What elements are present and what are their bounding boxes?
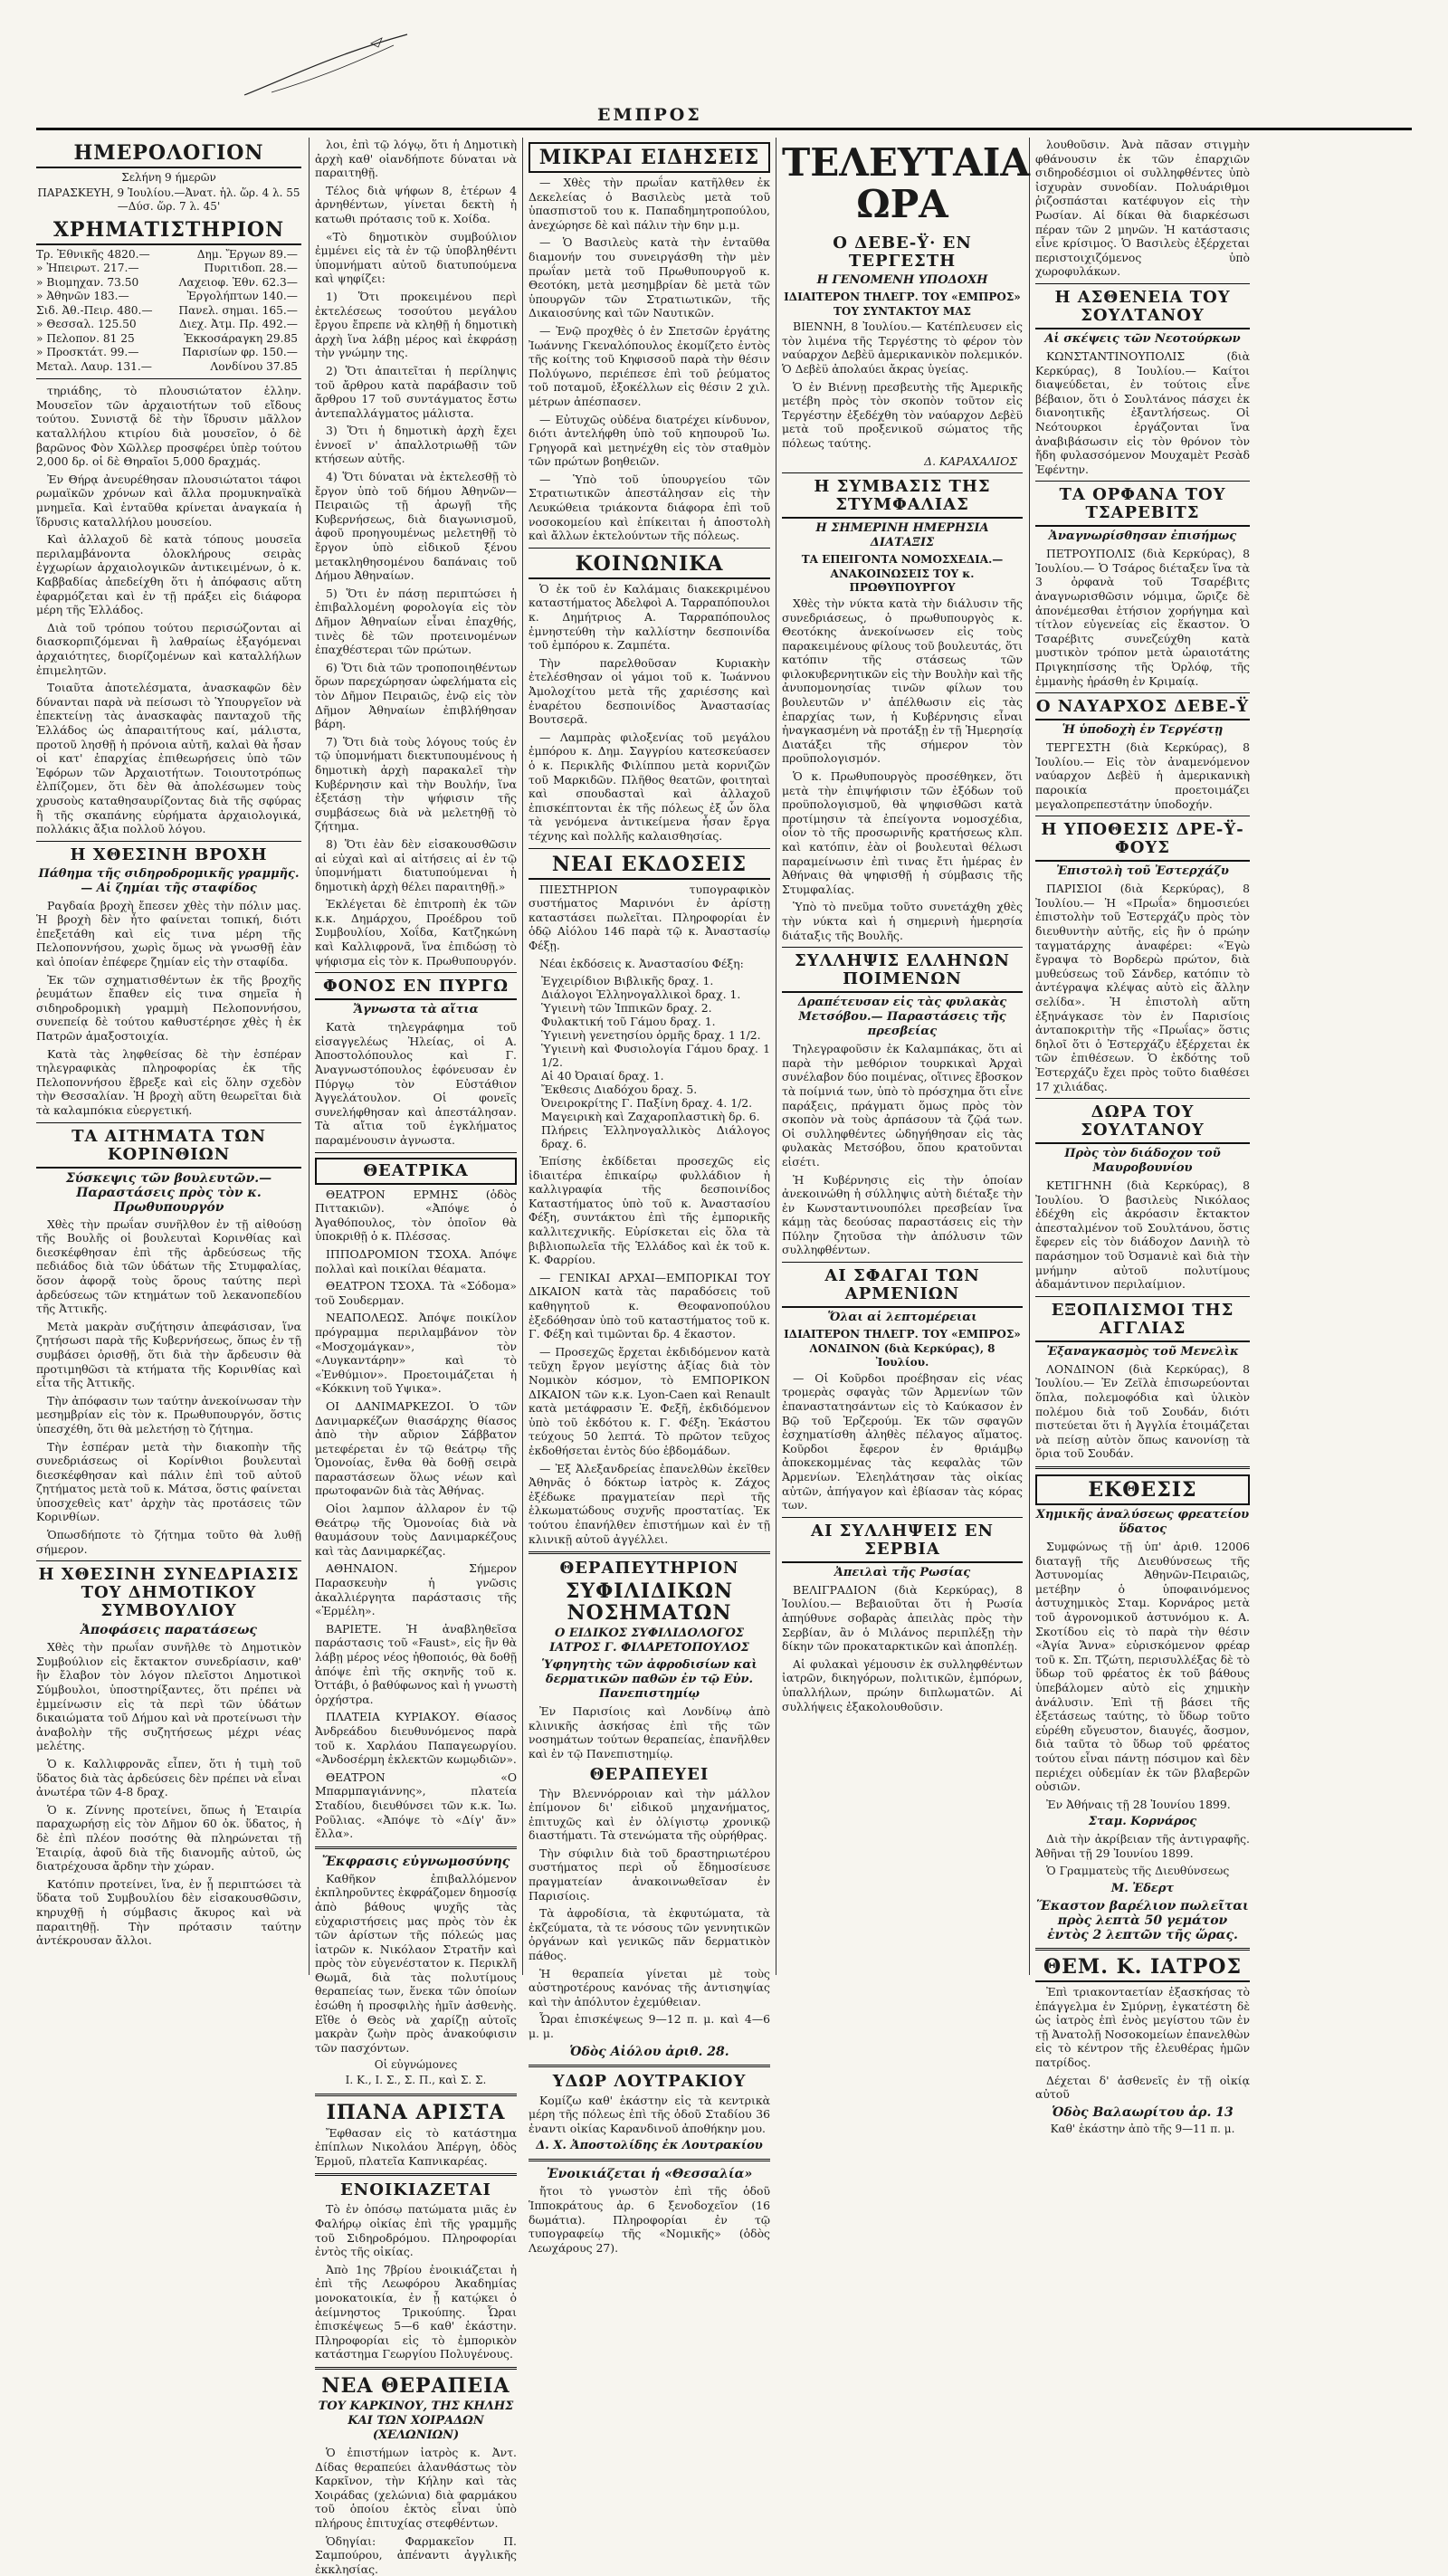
- article-paragraph: ΘΕΑΤΡΟΝ ΤΣΟΧΑ. Τὰ «Σόδομα» τοῦ Σουδερμαν.: [315, 1279, 517, 1307]
- list-item: Ὑγιεινὴ καὶ Φυσιολογία Γάμου δραχ. 1 1/2.: [541, 1042, 770, 1069]
- divider: [1035, 1098, 1250, 1099]
- article-paragraph: Ὁ κ. Ζίννης προτείνει, ὅπως ἡ Ἑταιρία παραχωρήσῃ εἰς τὸν Δῆμον 60 ὀκ. ὕδατος, ἡ δὲ ἐπὶ πλέον ποσότης θὰ πληρώνεται τῇ Ἑταιρίᾳ, ἀφοῦ διὰ τῆς διανομῆς αὐτοῦ, ὡς διατρέχουσα ἄρδην τὴν χώραν.: [36, 1803, 301, 1874]
- divider: [1035, 481, 1250, 482]
- article-paragraph: Χθὲς τὴν νύκτα κατὰ τὴν διάλυσιν τῆς συνεδριάσεως, ὁ πρωθυπουργὸς κ. Θεοτόκης ἀνεκοίνωσεν εἰς τοὺς παρακειμένους φίλους τοῦ βουλευτάς, ὅτι κατόπιν τῆς στάσεως τῶν φιλοκυβερνητικῶν εἰς τὴν Βουλὴν καὶ τῆς ἀνυπομονησίας τινῶν φίλων του βουλευτῶν ν' ἀπέλθωσιν εἰς τὰς ἐπαρχίας των, ἡ Κυβέρνησις εἶναι ἠναγκασμένη νὰ προτάξῃ ἐν τῇ Ἡμερησίᾳ Διατάξει τῆς σήμερον τὸν προϋπολογισμόν.: [782, 596, 1023, 766]
- rent2-heading: Ἐνοικιάζεται ἡ «Θεσσαλία»: [529, 2167, 770, 2181]
- serbia-subheading: Ἀπειλαὶ τῆς Ρωσίας: [782, 1566, 1023, 1580]
- thanks-signature: Ι. Κ., Ι. Σ., Σ. Π., καὶ Σ. Σ.: [315, 2074, 517, 2088]
- article-paragraph: Ἐν Παρισίοις καὶ Λονδίνῳ ἀπὸ κλινικῆς ἀσκήσας ἐπὶ τῆς τῶν νοσημάτων τούτων θεραπείας, ἐπανῆλθεν καὶ ἐν τῷ Πανεπιστημίῳ.: [529, 1704, 770, 1760]
- article-paragraph: ΒΕΛΙΓΡΑΔΙΟΝ (διὰ Κερκύρας), 8 Ἰουλίου.— Βεβαιοῦται ὅτι ἡ Ρωσία ἀπηύθυνε σοβαρὰς ἀπειλὰς πρὸς τὴν Σερβίαν, ἂν ὁ Μιλάνος περιπλέξῃ τὴν δίκην τῶν προκαταρκτικῶν καὶ ἀποπλέῃ.: [782, 1583, 1023, 1654]
- article-paragraph: Τὰ ἀφροδίσια, τὰ ἐκφυτώματα, τὰ ἐκζεύματα, τὰ τε νόσους τῶν γεννητικῶν ὀργάνων καὶ γενικῶς πᾶν δερματικὸν πάθος.: [529, 1906, 770, 1962]
- article-paragraph: Τηλεγραφοῦσιν ἐκ Καλαμπάκας, ὅτι αἱ παρὰ τὴν μεθόριον τουρκικαὶ Ἀρχαὶ συνέλαβον δύο ποιμένας, οἵτινες ἔβοσκον τὰ ποίμνιά των, ὑπὸ τὸ πρόσχημα ὅτι εἶνε παράξεις, πράγματι ὅμως πρὸς τὸν σκοπὸν νὰ τοὺς ἀρπάσουν τὰ ζῷά των. Οἱ συλληφθέντες ὡδηγήθησαν εἰς τὰς φυλακὰς Μετσόβου, ὅπου κρατοῦνται εἰσέτι.: [782, 1042, 1023, 1169]
- dewey-source: ΙΔΙΑΙΤΕΡΟΝ ΤΗΛΕΓΡ. ΤΟΥ «ΕΜΠΡΟΣ» ΤΟΥ ΣΥΝΤΑΚΤΟΥ ΜΑΣ: [782, 291, 1023, 319]
- article-paragraph: — Προσεχῶς ἔρχεται ἐκδιδόμενον κατὰ τεῦχη ἔργον μεγίστης ἀξίας διὰ τὸν Νομικὸν κόσμον, τὸ ΕΜΠΟΡΙΚΟΝ ΔΙΚΑΙΟΝ τῶν κ.κ. Lyon-Caen καὶ Renault κατὰ μετάφρασιν Ἐ. Φεξῆ, ἐκδιδόμενον ὑπὸ τοῦ ἐκδότου κ. Γ. Φέξη. Ἐκάστου τεύχους 50 λεπτά. Τὸ πρῶτον τεῦχος ἐκδοθήσεται ἐντὸς δύο ἑβδομάδων.: [529, 1345, 770, 1458]
- article-paragraph: Συμφώνως τῇ ὑπ' ἀριθ. 12006 διαταγῇ τῆς Διευθύνσεως τῆς Ἀστυνομίας Ἀθηνῶν-Πειραιῶς, μετέβην ὁ ὑποφαινόμενος ἀστυχημικὸς Σταμ. Κορνάρος μετὰ τοῦ ἀγρονομικοῦ ἀστυνόμου κ. Α. Σκοτίδου εἰς τὸ παρὰ τὴν θέσιν «Ἁγία Ἄννα» εὑρισκόμενον φρέαρ τοῦ κ. Σπ. Τζώτη, περισυλλέξας δὲ τὸ ὕδωρ τοῦ φρέατος ἐκ τοῦ βάθους ὑπεβάλομεν αὐτὸ εἰς χημικὴν ἀνάλυσιν. Ἐπὶ τῇ βάσει τῆς ἐξετάσεως ταύτης, τὸ ὕδωρ τοῦτο εὑρέθη εὔγευστον, διαυγές, ἄοσμον, διὰ ταῦτα τὸ ὕδωρ τοῦ φρέατος τούτου εἶναι πάντῃ πόσιμον καὶ δὲν περιέχει οὐδεμίαν ἐκ τῶν βλαβερῶν οὐσιῶν.: [1035, 1540, 1250, 1794]
- table-row: [36, 276, 301, 291]
- article-paragraph: Ἐκλέγεται δὲ ἐπιτροπὴ ἐκ τῶν κ.κ. Δημάρχου, Προέδρου τοῦ Συμβουλίου, Χοΐδα, Κατζηκώνη καὶ Καλλιφρονᾶ, ἵνα ἐπιδώσῃ τὸ ψήφισμα εἰς τὸν κ. Πρωθυπουργόν.: [315, 897, 517, 968]
- column-2: [315, 138, 517, 1984]
- exchange-cell: Πανελ. σημαι. 165.—: [166, 304, 301, 319]
- news-heading: ΜΙΚΡΑΙ ΕΙΔΗΣΕΙΣ: [529, 142, 770, 173]
- article-paragraph: ΝΕΑΠΟΛΕΩΣ. Ἀπόψε ποικίλον πρόγραμμα περιλαμβάνον τὸν «Μοσχομάγκαν», τὸν «Λυγκαντάρην» καὶ τὸ «Ἐνθύμιον». Προετοιμάζεται ἡ «Κόκκινη τοῦ Υψικα».: [315, 1311, 517, 1396]
- divider: [36, 1560, 301, 1561]
- social-heading: ΚΟΙΝΩΝΙΚΑ: [529, 553, 770, 579]
- article-paragraph: Κατὰ τηλεγράφημα τοῦ εἰσαγγελέως Ἠλείας, οἱ Α. Ἀποστολόπουλος καὶ Γ. Ἀναγνωστόπουλος ἐφόνευσαν ἐν Πύργῳ τὸν Εὐστάθιον Ἀγγελάτουλον. Οἱ φονεῖς συνελήφθησαν καὶ ἀπεστάλησαν. Τὰ αἴτια τοῦ ἐγκλήματος παραμένουσιν ἀγνωστα.: [315, 1020, 517, 1147]
- armenians-heading: ΑΙ ΣΦΑΓΑΙ ΤΩΝ ΑΡΜΕΝΙΩΝ: [782, 1267, 1023, 1308]
- divider: [782, 1262, 1023, 1263]
- murder-heading: ΦΟΝΟΣ ΕΝ ΠΥΡΓΩ: [315, 978, 517, 1000]
- dewey-heading: Ο ΔΕΒΕ-Ϋ· ΕΝ ΤΕΡΓΕΣΤΗ: [782, 234, 1023, 271]
- exchange-cell: Ἐκκοσάραγκη 29.85: [166, 332, 301, 347]
- dewey-signature: Δ. ΚΑΡΑΧΑΛΙΟΣ: [782, 454, 1017, 469]
- column-5: [1035, 138, 1250, 1984]
- article-paragraph: ΠΙΕΣΤΗΡΙΟΝ τυπογραφικὸν συστήματος Μαρινόνι ἐν ἀρίστῃ καταστάσει πωλεῖται. Πληροφορίαι ἐν ὁδῷ Αἰόλου 146 παρὰ τῷ κ. Ἀναστασίῳ Φέξῃ.: [529, 883, 770, 953]
- article-paragraph: Τὴν ἑσπέραν μετὰ τὴν διακοπὴν τῆς συνεδριάσεως οἱ Κορίνθιοι βουλευταὶ διεσκέφθησαν καὶ πάλιν ἐπὶ τοῦ αὐτοῦ ζητήματος μετὰ τοῦ κ. Μάτσα, ὅστις φαίνεται ὑποσχεθεὶς κατ' ἀρχὴν τὰς προτάσεις τῶν Κορινθίων.: [36, 1440, 301, 1525]
- admiral-subheading: Ἡ ὑποδοχὴ ἐν Τεργέστῃ: [1035, 723, 1250, 738]
- article-paragraph: Τὴν Βλεννόρροιαν καὶ τὴν μάλλον ἐπίμονον δι' εἰδικοῦ μηχανήματος, ἐπιτυχῶς καὶ ἐν ὀλίγιστῳ χρονικῷ διαστήματι. Τὰ στενώματα τῆς οὐρήθρας.: [529, 1787, 770, 1843]
- orphans-heading: ΤΑ ΟΡΦΑΝΑ ΤΟΥ ΤΣΑΡΕΒΙΤΣ: [1035, 486, 1250, 527]
- article-paragraph: Τὸ ἐν ὀπόσῳ πατώματα μιᾶς ἐν Φαλήρῳ οἰκίας ἐπὶ τῆς γραμμῆς τοῦ Σιδηροδρόμου. Πληροφορίαι ἐντὸς τῆς οἰκίας.: [315, 2202, 517, 2258]
- table-row: [36, 346, 301, 360]
- arms-heading: ΕΞΟΠΛΙΣΜΟΙ ΤΗΣ ΑΓΓΛΙΑΣ: [1035, 1302, 1250, 1342]
- article-paragraph: Τέλος διὰ ψήφων 8, ἐτέρων 4 ἀρνηθέντων, γίνεται δεκτὴ ἡ κατωθι πρότασις τοῦ κ. Χοίδα.: [315, 184, 517, 226]
- article-paragraph: Μετὰ μακρὰν συζήτησιν ἀπεφάσισαν, ἵνα ζητήσωσι παρὰ τῆς Κυβερνήσεως, ὅπως ἐν τῇ συμβάσει ὁρισθῇ, ὅτι διὰ τὴν ἄρδευσιν θὰ προτιμηθῶσι τὰ κτήματα τῆς Κορινθίας καὶ εἶτα τῆς Ἀττικῆς.: [36, 1320, 301, 1390]
- serbia-heading: ΑΙ ΣΥΛΛΗΨΕΙΣ ΕΝ ΣΕΡΒΙΑ: [782, 1522, 1023, 1563]
- table-row: [36, 262, 301, 276]
- exchange-cell: Λονδίνου 37.85: [166, 360, 301, 375]
- shepherds-subheading: Δραπέτευσαν εἰς τὰς φυλακὰς Μετσόβου.— Παραστάσεις τῆς πρεσβείας: [782, 996, 1023, 1039]
- article-paragraph: ΘΕΑΤΡΟΝ ΕΡΜΗΣ (ὁδὸς Πιττακιῶν). «Ἀπόψε ὁ Ἀγαθόπουλος, τὸν ὁποῖον θὰ ὑποκριθῇ ὁ κ. Πλέσσας.: [315, 1188, 517, 1244]
- clinic-heading: ΘΕΡΑΠΕΥΤΗΡΙΟΝ: [529, 1560, 770, 1578]
- exchange-cell: » Βιομηχαν. 73.50: [36, 276, 166, 291]
- cancer-subheading: ΤΟΥ ΚΑΡΚΙΝΟΥ, ΤΗΣ ΚΗΛΗΣ ΚΑΙ ΤΩΝ ΧΟΙΡΑΔΩΝ (ΧΕΛΩΝΙΩΝ): [315, 2399, 517, 2443]
- analysis-subheading: Χημικῆς ἀναλύσεως φρεατείου ὕδατος: [1035, 1508, 1250, 1537]
- stymfalia-subheading: Η ΣΗΜΕΡΙΝΗ ΗΜΕΡΗΣΙΑ ΔΙΑΤΑΞΙΣ: [782, 521, 1023, 550]
- stymfalia-heading: Η ΣΥΜΒΑΣΙΣ ΤΗΣ ΣΤΥΜΦΑΛΙΑΣ: [782, 478, 1023, 519]
- exchange-cell: Σιδ. Ἀθ.-Πειρ. 480.—: [36, 304, 166, 319]
- article-paragraph: Ὁπωσδήποτε τὸ ζήτημα τοῦτο θὰ λυθῇ σήμερον.: [36, 1528, 301, 1556]
- article-paragraph: 5) Ὅτι ἐν πάσῃ περιπτώσει ἡ ἐπιβαλλομένη φορολογία εἰς τὸν Δῆμον Ἀθηναίων εἶναι ἐπαχθής, τινὲς δὲ τῶν προτεινομένων ἐπαχθέστεραι τῶν πρώτων.: [315, 587, 517, 657]
- list-item: Ὑγιεινὴ τῶν Ἱππικῶν δραχ. 2.: [541, 1001, 770, 1015]
- divider: [315, 1846, 517, 1849]
- divider: [1035, 692, 1250, 693]
- dewey-subheading: Η ΓΕΝΟΜΕΝΗ ΥΠΟΔΟΧΗ: [782, 273, 1023, 288]
- clinic-subheading: Ὑφηγητὴς τῶν ἀφροδισίων καὶ δερματικῶν παθῶν ἐν τῷ Εὐν. Πανεπιστημίῳ: [529, 1658, 770, 1702]
- list-item: Ἐγχειρίδιον Βιβλικῆς δραχ. 1.: [541, 974, 770, 987]
- article-paragraph: Ἀπὸ 1ης 7βρίου ἐνοικιάζεται ἡ ἐπὶ τῆς Λεωφόρου Ἀκαδημίας μονοκατοικία, ἐν ᾗ κατῴκει ὁ ἀείμνηστος Τρικούπης. Ὧραι ἐπισκέψεως 5—6 καθ' ἑκάστην. Πληροφορίαι εἰς τὸ ἐμπορικὸν κατάστημα Γεωργίου Πολυγένους.: [315, 2263, 517, 2361]
- dreyfus-heading: Η ΥΠΟΘΕΣΙΣ ΔΡΕ-Ϋ-ΦΟΥΣ: [1035, 821, 1250, 862]
- last-hour-heading: ΤΕΛΕΥΤΑΙΑ ΩΡΑ: [782, 142, 1023, 225]
- table-row: [36, 360, 301, 375]
- rain-heading: Η ΧΘΕΣΙΝΗ ΒΡΟΧΗ: [36, 846, 301, 864]
- article-paragraph: ΛΟΝΔΙΝΟΝ (διὰ Κερκύρας), 8 Ἰουλίου.— Ἐν Ζεϊλὰ ἐπισωρεύονται ὅπλα, πολεμοφόδια καὶ ὑλικὸν πολέμου διὰ τοῦ Σουδάν, διότι πιστεύεται ὅτι ἡ Ἀγγλία ἑτοιμάζεται νὰ πείσῃ αὐτὸν ὅπως κανονίσῃ τὰ ὅρια τοῦ Σουδάν.: [1035, 1362, 1250, 1461]
- column-3: [529, 138, 770, 1984]
- article-paragraph: — Ἐνῷ προχθὲς ὁ ἐν Σπετσῶν ἐργάτης Ἰωάννης Γκεναλόπουλος ἐκομίζετο ἐντὸς τῆς κοίτης τοῦ Κηφισσοῦ παρὰ τὴν θέσιν Πολύγωνο, περιέπεσε ἐπὶ τοῦ ῥεύματος τοῦ ποταμοῦ, ἐξοκέλλων εἰς θέσιν 2 χιλ. μέτρων ἀπέσπασεν.: [529, 324, 770, 409]
- article-paragraph: Ὁ κ. Καλλιφρονᾶς εἶπεν, ὅτι ἡ τιμὴ τοῦ ὕδατος διὰ τὰς ἀρδεύσεις δὲν πρέπει νὰ εἶναι ἀνωτέρα τῶν 4-8 δραχ.: [36, 1757, 301, 1799]
- divider: [315, 2094, 517, 2096]
- list-item: Ὑγιεινὴ γενετησίου ὁρμῆς δραχ. 1 1/2.: [541, 1028, 770, 1042]
- theatre-heading: ΘΕΑΤΡΙΚΑ: [315, 1158, 517, 1185]
- article-paragraph: Τὴν σύφιλιν διὰ τοῦ δραστηριωτέρου συστήματος περὶ οὗ ἔδημοσίευσε πραγματείαν ἀνακοινωθεῖσαν ἐν Παρισίοις.: [529, 1846, 770, 1903]
- table-row: [36, 318, 301, 332]
- barrel-notice: Ἕκαστον βαρέλιον πωλεῖται πρὸς λεπτὰ 50 γεμάτον ἐντὸς 2 λεπτῶν τῆς ὥρας.: [1035, 1899, 1250, 1942]
- list-item: Διάλογοι Ἑλληνογαλλικοὶ δραχ. 1.: [541, 987, 770, 1001]
- exchange-cell: » Ἠπειρωτ. 217.—: [36, 262, 166, 276]
- article-paragraph: ΚΩΝΣΤΑΝΤΙΝΟΥΠΟΛΙΣ (διὰ Κερκύρας), 8 Ἰουλίου.— Καίτοι διαψεύδεται, ἐν τούτοις εἶνε βέβαιον, ὅτι ὁ Σουλτάνος πάσχει ἐκ διανοητικῆς ἐξαντλήσεως. Οἱ Νεότουρκοι ἐργάζονται ἵνα ἀναβιβάσωσιν εἰς τὸν θρόνον τὸν ἤδη φυλασσόμενον Μουχαμὲτ Ρεσὰδ Ἐφέντην.: [1035, 349, 1250, 476]
- exchange-cell: Παρισίων φρ. 150.—: [166, 346, 301, 360]
- analysis-signature: Σταμ. Κορνάρος: [1035, 1815, 1250, 1829]
- article-paragraph: Χθὲς τὴν πρωΐαν συνῆλθε τὸ Δημοτικὸν Συμβούλιον εἰς ἔκτακτον συνεδρίασιν, καθ' ἣν ἔλαβον τὸν λόγον πλεῖστοι Δημοτικοὶ Σύμβουλοι, ὑποστηρίξαντες, ὅτι πρέπει νὰ ἐμμείνωσιν εἰς τὰ περὶ τῶν ὑδάτων δικαιώματα τοῦ Δήμου καὶ νὰ προτείνωσι τὴν ἀναβολὴν τῆς συζητήσεως μέχρι νέας μελέτης.: [36, 1640, 301, 1753]
- shepherds-heading: ΣΥΛΛΗΨΙΣ ΕΛΛΗΝΩΝ ΠΟΙΜΕΝΩΝ: [782, 952, 1023, 993]
- column-1: [36, 138, 301, 1984]
- divider: [36, 841, 301, 842]
- calendar-line: ΠΑΡΑΣΚΕΥΗ, 9 Ἰουλίου.—Ἀνατ. ἡλ. ὥρ. 4 λ. 55—Δύσ. ὥρ. 7 λ. 45': [36, 186, 301, 215]
- article-paragraph: ΚΕΤΙΓΗΝΗ (διὰ Κερκύρας), 8 Ἰουλίου. Ὁ βασιλεὺς Νικόλαος ἐδέχθη εἰς ἀκρόασιν ἔκτακτον ἀπεσταλμένον τοῦ Σουλτάνου, ὅστις ἔφερεν εἰς τὸν διάδοχον Δανιὴλ τὸ παράσημον τοῦ Ὀσμανιὲ καὶ διὰ τὴν μνήμην αὐτοῦ πολυτίμους ἀδαμάντινον περιλαίμιον.: [1035, 1178, 1250, 1292]
- article-paragraph: ΠΕΤΡΟΥΠΟΛΙΣ (διὰ Κερκύρας), 8 Ἰουλίου.— Ὁ Τσάρος διέταξεν ἵνα τὰ 3 ὀρφανὰ τοῦ Τσαρέβιτς ἀναγνωρισθῶσιν νόμιμα, ὥριζε δὲ ἀπονέμεσθαι ἐτήσιον χορήγημα καὶ τίτλον εὐγενείας εἰς ἕκαστον. Ὁ Τσαρέβιτς συνεζεύχθη κατὰ μυστικὸν τρόπον μετὰ ὡραιοτάτης Πριγκηπίσσης τῆς Ὀρλόφ, τῆς ἐμμανὴς ἠράσθη ἐν Κριμαίᾳ.: [1035, 547, 1250, 688]
- exchange-cell: Τρ. Ἐθνικῆς 4820.—: [36, 248, 166, 262]
- article-paragraph: Κομίζω καθ' ἑκάστην εἰς τὰ κεντρικὰ μέρη τῆς πόλεως ἐπὶ τῆς ὁδοῦ Σταδίου 36 ἐναντι οἰκίας Καρανδινοῦ ἀποθήκην μου.: [529, 2094, 770, 2136]
- article-paragraph: Καθῆκον ἐπιβαλλόμενον ἐκπληροῦντες ἐκφράζομεν δημοσίᾳ ἀπὸ βάθους ψυχῆς τὰς εὐχαριστήσεις μας πρὸς τὸν ἐκ τῶν ἀρίστων τῆς πόλεώς μας ἰατρῶν κ. Νικόλαον Στρατῆν καὶ πρὸς τὸν εὐγενέστατον κ. Περικλῆ Θωμᾶ, διὰ τὰς πολυτίμους θεραπείας των, ἕνεκα τῶν ὁποίων ἐσώθη ἡ προσφιλὴς ἡμῖν ἀσθενὴς. Εἴθε ὁ Θεὸς νὰ χαρίζῃ αὐτοῖς μακρὰν ζωὴν πρὸς ἀνακούφισιν τῶν πασχόντων.: [315, 1872, 517, 2056]
- stymfalia-subheading-2: ΤΑ ΕΠΕΙΓΟΝΤΑ ΝΟΜΟΣΧΕΔΙΑ.— ΑΝΑΚΟΙΝΩΣΕΙΣ ΤΟΥ κ. ΠΡΩΘΥΠΟΥΡΓΟΥ: [782, 553, 1023, 596]
- divider: [315, 2173, 517, 2176]
- list-item: Ὀνειροκρίτης Γ. Παξίνη δραχ. 4. 1/2.: [541, 1096, 770, 1110]
- article-paragraph: Ἐπὶ τριακονταετίαν ἐξασκήσας τὸ ἐπάγγελμα ἐν Σμύρνῃ, ἐγκατέστη δὲ ὡς ἰατρὸς ἐπὶ ἐνὸς μεγίστου τῶν ἐν τῇ Ἀνατολῇ Νοσοκομείων ἐπανελθὼν εἰς τὸ κέντρον τῆς ἐλευθέρας ἡμῶν πατρίδος.: [1035, 1985, 1250, 2070]
- article-paragraph: — Εὐτυχῶς οὐδένα διατρέχει κίνδυνον, διότι ἀντελήφθη ὑπὸ τοῦ κηπουροῦ Ἰω. Γρηγορᾶ καὶ μετηνέχθη εἰς τὸν σταθμὸν τῶν πρώτων βοηθειῶν.: [529, 413, 770, 469]
- list-item: Πλήρεις Ἑλληνογαλλικὸς Διάλογος δραχ. 6.: [541, 1123, 770, 1150]
- article-paragraph: — Χθὲς τὴν πρωΐαν κατῆλθεν ἐκ Δεκελείας ὁ Βασιλεὺς μετὰ τοῦ ὑπασπιστοῦ του κ. Παπαδημητροπούλου, ἀνεχώρησε δὲ καὶ πάλιν τὴν 6ην μ.μ.: [529, 176, 770, 232]
- article-paragraph: ΙΠΠΟΔΡΟΜΙΟΝ ΤΣΟΧΑ. Ἀπόψε πολλαὶ καὶ ποικίλαι θέαματα.: [315, 1247, 517, 1275]
- article-paragraph: Ὁ ἐκ τοῦ ἐν Καλάμαις διακεκριμένου καταστήματος Ἀδελφοὶ Α. Ταρραπόπουλοι κ. Δημήτριος Α. Ταρραπόπουλος ἐμνηστεύθη τὴν καλλίστην δεσποινίδα τοῦ ἐμπόρου κ. Ζαμπέτα.: [529, 582, 770, 653]
- article-paragraph: ΠΑΡΙΣΙΟΙ (διὰ Κερκύρας), 8 Ἰουλίου.— Ἡ «Πρωΐα» δημοσιεύει ἐπιστολὴν τοῦ Ἐστερχάζυ πρὸς τὸν διευθυντὴν αὐτῆς, εἰς ἣν ὁ πρώην ταγματάρχης ἀναφέρει: «Ἐγὼ ἔγραψα τὸ Βορδερὼ πρώτον, διὰ μυθεύσεως τοῦ Σάνδερ, κατόπιν τὸ ἀντέγραψα κλέψας αὐτὸ εἰς ἄλλην σελίδα». Ἡ ἐπιστολὴ αὕτη ἐξηνάγκασε τὸν ἐν Παρισίοις ἀνταποκριτὴν τῆς «Πρωΐας» ὅστις δηλοῖ ὅτι ὁ Ἐστερχάζυ ἐξέρχεται ἐκ τῶν ἐπιθέσεων. Ὁ ἐκδότης τοῦ Ἐστερχάζυ ἔχει πρὸς τοῦτο διαθέσει 17 χιλιάδας.: [1035, 882, 1250, 1093]
- article-paragraph: «Τὸ δημοτικὸν συμβούλιον ἐμμένει εἰς τὰ ἐν τῷ ὑποβληθέντι ὑπομνήματι αὐτοῦ διατυπούμενα καὶ ψηφίζει:: [315, 230, 517, 286]
- article-paragraph: — Οἱ Κοῦρδοι προέβησαν εἰς νέας τρομερὰς σφαγὰς τῶν Ἀρμενίων τῶν ἐπαναστατησάντων εἰς τὸ Καύκασον ἐν Βῷ τοῦ Ἐρζερούμ. Ἐκ τῶν σφαγῶν ἐσχηματίσθη ἀληθὲς πέλαγος αἵματος. Κοῦρδοι ἔφερον ἐν θριάμβῳ ἀποκεκομμένας τὰς κεφαλὰς τῶν Ἀρμενίων. Ἐλεηλάτησαν τὰς οἰκίας αὐτῶν, ἀπήγαγον καὶ ἐβίασαν τὰς κόρας των.: [782, 1371, 1023, 1512]
- article-paragraph: Τὴν ἀπόφασιν των ταύτην ἀνεκοίνωσαν τὴν μεσημβρίαν εἰς τὸν κ. Πρωθυπουργόν, ὅστις ὑπεσχέθη, ὅτι θὰ μελετήσῃ τὸ ζήτημα.: [36, 1394, 301, 1436]
- table-row: [36, 332, 301, 347]
- list-item: Μαγειρικὴ καὶ Ζαχαροπλαστικὴ δρ. 6.: [541, 1110, 770, 1123]
- analysis-signature-2: Μ. Ἐδερτ: [1035, 1882, 1250, 1896]
- masthead-title: ΕΜΠΡΟΣ: [597, 105, 702, 125]
- article-paragraph: 7) Ὅτι διὰ τοὺς λόγους τούς ἐν τῷ ὑπομνήματι διεκτυπουμένους ἡ δημοτικὴ ἀρχὴ παρακαλεῖ τὴν Κυβέρνησιν καὶ τὴν Βουλήν, ἵνα ἐξετάσῃ τὴν ψήφισιν τῆς συμβάσεως διὰ νὰ μελετηθῇ τὸ ζήτημα.: [315, 735, 517, 834]
- council-subheading: Ἀποφάσεις παρατάσεως: [36, 1623, 301, 1637]
- thanks-signature: Οἱ εὐγνώμονες: [315, 2058, 517, 2073]
- clinic-doctor: Ο ΕΙΔΙΚΟΣ ΣΥΦΙΛΙΔΟΛΟΓΟΣ ΙΑΤΡΟΣ Γ. ΦΙΛΑΡΕΤΟΠΟΥΛΟΣ: [529, 1627, 770, 1655]
- publications-list: [529, 974, 770, 1150]
- clinic-address: Ὁδὸς Αἰόλου ἀριθ. 28.: [529, 2045, 770, 2059]
- article-paragraph: ΒΑΡΙΕΤΕ. Ἡ ἀναβληθεῖσα παράστασις τοῦ «Faust», εἰς ἣν θὰ λάβῃ μέρος νέος ἠθοποιός, θὰ δοθῇ ἀπόψε ἐπὶ τῆς σκηνῆς τοῦ κ. Ὀττάβι, ὁ βαθύφωνος καὶ ἡ γνωστὴ ὀρχήστρα.: [315, 1622, 517, 1707]
- corinth-heading: ΤΑ ΑΙΤΗΜΑΤΑ ΤΩΝ ΚΟΡΙΝΘΙΩΝ: [36, 1128, 301, 1169]
- article-paragraph: τηριάδης, τὸ πλουσιώτατον ἑλλην. Μουσεῖον τῶν ἀρχαιοτήτων τοῦ εἴδους τούτου. Συνιστᾷ δὲ τὴν ἵδρυσιν μᾶλλον καταλλήλου κτιρίου διὰ μουσεῖον, ὁ δὲ βαρῶνος Φὸν Χῶλλερ προσφέρει ὑπὲρ τούτου 2,000 δρ. οἱ δὲ Θηραῖοι 5,000 δραχμάς.: [36, 384, 301, 469]
- article-paragraph: λοι, ἐπὶ τῷ λόγῳ, ὅτι ἡ Δημοτικὴ ἀρχὴ καθ' οἱανδήποτε δύναται νὰ παραιτηθῇ.: [315, 138, 517, 180]
- armenians-source: ΙΔΙΑΙΤΕΡΟΝ ΤΗΛΕΓΡ. ΤΟΥ «ΕΜΠΡΟΣ» ΛΟΝΔΙΝΟΝ (διὰ Κερκύρας), 8 Ἰουλίου.: [782, 1328, 1023, 1370]
- divider: [1035, 283, 1250, 284]
- article-paragraph: 3) Ὅτι ἡ δημοτικὴ ἀρχὴ ἔχει ἐννοεῖ ν' ἀπαλλοτριωθῇ τῶν κτήσεων αὐτῆς.: [315, 424, 517, 466]
- divider: [315, 2367, 517, 2370]
- exchange-cell: Μεταλ. Λαυρ. 131.—: [36, 360, 166, 375]
- article-paragraph: — ΓΕΝΙΚΑΙ ΑΡΧΑΙ—ΕΜΠΟΡΙΚΑΙ ΤΟΥ ΔΙΚΑΙΟΝ κατὰ τὰς παραδόσεις τοῦ καθηγητοῦ κ. Θεοφανοπούλου ἐξεδόθησαν ὑπὸ τοῦ καταστήματος τοῦ κ. Γ. Φέξη καὶ τιμῶνται δρ. 4 ἕκαστον.: [529, 1271, 770, 1341]
- article-paragraph: Ὧραι ἐπισκέψεως 9—12 π. μ. καὶ 4—6 μ. μ.: [529, 2012, 770, 2040]
- thanks-heading: Ἔκφρασις εὐγνωμοσύνης: [315, 1855, 517, 1869]
- column-divider: [522, 138, 523, 1975]
- exchange-cell: Λαχειοφ. Ἐθν. 62.3—: [166, 276, 301, 291]
- exchange-cell: » Ἀθηνῶν 183.—: [36, 290, 166, 304]
- iatros-heading: ΘΕΜ. Κ. ΙΑΤΡΟΣ: [1035, 1956, 1250, 1982]
- article-paragraph: Ὁ κ. Πρωθυπουργὸς προσέθηκεν, ὅτι μετὰ τὴν ἐπιψήφισιν τῶν ἐξόδων τοῦ προϋπολογισμοῦ, θὰ ψηφισθῶσι κατὰ προτίμησιν τὰ ἐπείγοντα νομοσχέδια, οἷον τὸ τῆς προσωρινῆς κρατήσεως κλπ. καὶ κατόπιν, ἐὰν οἱ βουλευταὶ θέλωσι παραμείνωσιν ἐπὶ τινας ἔτι ἡμέρας ἐν Ἀθήναις θὰ ψηφισθῇ ἡ σύμβασις τῆς Στυμφαλίας.: [782, 769, 1023, 896]
- council-heading: Η ΧΘΕΣΙΝΗ ΣΥΝΕΔΡΙΑΣΙΣ ΤΟΥ ΔΗΜΟΤΙΚΟΥ ΣΥΜΒΟΥΛΙΟΥ: [36, 1566, 301, 1620]
- article-paragraph: Διὰ τὴν ἀκρίβειαν τῆς ἀντιγραφῆς. Ἀθῆναι τῇ 29 Ἰουνίου 1899.: [1035, 1832, 1250, 1860]
- divider: [529, 848, 770, 849]
- article-paragraph: Ἐκ τῶν σχηματισθέντων ἐκ τῆς βροχῆς ῥευμάτων ἔπαθεν εἰς τινα σημεῖα ἡ σιδηροδρομικὴ γραμμὴ Πελοποννήσου, συνεπείᾳ δὲ τούτου καθυστέρησε χθὲς ἡ ἐκ Πατρῶν ἁμαξοστοιχία.: [36, 973, 301, 1044]
- article-paragraph: Οἱοι λαμπον ἀλλαρον ἐν τῷ Θεάτρῳ τῆς Ὁμονοίας διὰ νὰ θαυμάσουν τοὺς Δανιμαρκέζους καὶ τὰς Δανιμαρκέζας.: [315, 1502, 517, 1558]
- ipana-heading: ΙΠΑΝΑ ΑΡΙΣΤΑ: [315, 2102, 517, 2123]
- orphans-subheading: Ἀναγνωρίσθησαν ἐπισήμως: [1035, 530, 1250, 544]
- exchange-cell: » Θεσσαλ. 125.50: [36, 318, 166, 332]
- list-item: Φυλακτική τοῦ Γάμου δραχ. 1.: [541, 1015, 770, 1028]
- article-paragraph: Ἐπίσης ἐκδίδεται προσεχῶς εἰς ἰδιαιτέρα ἐπικαίρῳ φυλλάδιον ἡ καλλιγραφία τῆς δεσποινίδος Καταστήματος ὑπὸ τοῦ κ. Ἀναστασίου Φέξη, συντάκτου ἐπὶ τῆς ἐμπορικῆς καλλιτεχνικῆς. Εὐρίσκεται εἰς ὅλα τὰ βιβλιοπωλεῖα τῆς Ἑλλάδος καὶ ἐκ τοῦ κ. Κ. Φαρρίου.: [529, 1154, 770, 1267]
- article-paragraph: Ραγδαία βροχὴ ἔπεσεν χθὲς τὴν πόλιν μας. Ἡ βροχὴ δὲν ἦτο φαίνεται τοπική, διότι ἐπεξετάθη καὶ εἰς τινα μέρη τῆς Πελοποννήσου, χωρὶς ὅμως νὰ γνωσθῇ ἐὰν καὶ ὁποίαν ἐπέφερε ζημίαν εἰς τὴν σταφίδα.: [36, 899, 301, 969]
- article-paragraph: Ἡ θεραπεία γίνεται μὲ τοὺς αὐστηροτέρους κανόνας τῆς ἀντισηψίας καὶ τὴν ἀπόλυτον ἐχεμύθειαν.: [529, 1967, 770, 2009]
- article-paragraph: Ὑπὸ τὸ πνεῦμα τοῦτο συνετάχθη χθὲς τὴν νύκτα καὶ ἡ σημερινὴ ἡμερησία διάταξις τῆς Βουλῆς.: [782, 900, 1023, 942]
- admiral-heading: Ο ΝΑΥΑΡΧΟΣ ΔΕΒΕ-Ϋ: [1035, 698, 1250, 720]
- article-paragraph: 1) Ὅτι προκειμένου περὶ ἐκτελέσεως τοσούτου μεγάλου ἔργου ἔπρεπε νὰ κληθῇ ἡ δημοτικὴ ἀρχὴ ἵνα λάβῃ μέρος καὶ ἐκφράσῃ τὴν γνώμην της.: [315, 290, 517, 360]
- article-paragraph: ΒΙΕΝΝΗ, 8 Ἰουλίου.— Κατέπλευσεν εἰς τὸν λιμένα τῆς Τεργέστης τὸ φέρον τὸν ναύαρχον Δεβὲϋ ἀμερικανικὸν πολεμικόν. Ὁ Δεβὲϋ ἀπολαύει ἄκρας ὑγείας.: [782, 320, 1023, 376]
- article-paragraph: Διὰ τοῦ τρόπου τούτου περισώζονται αἱ διασκορπιζόμεναι ἢ λαθραίως ἐξαγόμεναι ἀρχαιότητες, διορίζομένων καὶ καταλλήλων ἐπιμελητῶν.: [36, 621, 301, 677]
- article-paragraph: ΠΛΑΤΕΙΑ ΚΥΡΙΑΚΟΥ. Θίασος Ἀνδρεάδου διευθυνόμενος παρὰ τοῦ κ. Χαρλάου Παπαγεωργίου. «Ἀνδοσέρμη ἐκλεκτῶν κωμῳδιῶν».: [315, 1710, 517, 1766]
- divider: [1035, 1948, 1250, 1951]
- armenians-subheading: Ὅλαι αἱ λεπτομέρειαι: [782, 1311, 1023, 1325]
- clinic-big-heading: ΣΥΦΙΛΙΔΙΚΩΝ ΝΟΣΗΜΑΤΩΝ: [529, 1580, 770, 1624]
- article-paragraph: ΟΙ ΔΑΝΙΜΑΡΚΕΖΟΙ. Ὁ τῶν Δανιμαρκέζων θιασάρχης θίασος ἀπὸ τὴν αὔριον Σάββατον μετεφέρεται ἐν τῷ θεάτρῳ τῆς Ὁμονοίας, ἔνθα θὰ δοθῇ σειρὰ παραστάσεων ὅλως νέων καὶ πρωτοφανῶν διὰ τὰς Ἀθήνας.: [315, 1399, 517, 1498]
- table-row: [36, 290, 301, 304]
- water-signature: Δ. Χ. Ἀποστολίδης ἐκ Λουτρακίου: [529, 2139, 770, 2153]
- divider: [529, 1551, 770, 1554]
- divider: [1035, 1296, 1250, 1297]
- murder-subheading: Ἄγνωστα τὰ αἴτια: [315, 1003, 517, 1017]
- article-paragraph: Ὁ ἐν Βιέννῃ πρεσβευτὴς τῆς Ἀμερικῆς μετέβη πρὸς τὸν σκοπὸν τοῦτον εἰς Τεργέστην ἐξεδέχθη τὸν ναύαρχον Δεβὲϋ μετὰ τοῦ προξενικοῦ σώματος τῆς πόλεως ταύτης.: [782, 380, 1023, 451]
- list-item: Ἔκθεσις Διαδόχου δραχ. 5.: [541, 1083, 770, 1096]
- divider: [315, 972, 517, 973]
- article-paragraph: — Ἐξ Ἀλεξανδρείας ἐπανελθὼν ἐκεῖθεν Ἀθηνᾶς ὁ δόκτωρ ἰατρὸς κ. Ζάχος ἐξέδωκε πραγματείαν περὶ τῆς ἑλκωματώδους συχνῆς προστατίας. Ἐκ τούτου ἐπανήλθεν ἐπιστήμων καὶ ἐν τῇ κλινικῇ αὐτοῦ ἀγγέλλει.: [529, 1462, 770, 1547]
- article-paragraph: ἤτοι τὸ γνωστὸν ἐπὶ τῆς ὁδοῦ Ἱπποκράτους ἀρ. 6 ξενοδοχεῖον (16 δωμάτια). Πληροφορίαι ἐν τῷ τυπογραφείῳ τῆς «Νομικῆς» (ὁδὸς Λεωχάρους 27).: [529, 2184, 770, 2255]
- clinic-advert: [529, 1560, 770, 1702]
- publications-heading: ΝΕΑΙ ΕΚΔΟΣΕΙΣ: [529, 854, 770, 880]
- rain-subheading: Πάθημα τῆς σιδηροδρομικῆς γραμμῆς.— Αἱ ζημίαι τῆς σταφίδος: [36, 867, 301, 896]
- hand-scribble: [235, 27, 416, 109]
- iatros-hours: Καθ' ἑκάστην ἀπὸ τῆς 9—11 π. μ.: [1035, 2123, 1250, 2137]
- list-item: Αἱ 40 Ὀραιαί δραχ. 1.: [541, 1069, 770, 1083]
- column-divider: [1029, 138, 1030, 1975]
- analysis-heading: ΕΚΘΕΣΙΣ: [1035, 1474, 1250, 1505]
- divider: [36, 378, 301, 379]
- top-rule: [36, 128, 1412, 130]
- article-paragraph: Δέχεται δ' ἀσθενεῖς ἐν τῇ οἰκίᾳ αὐτοῦ: [1035, 2074, 1250, 2102]
- divider: [782, 947, 1023, 948]
- article-paragraph: Ὁ ἐπιστήμων ἰατρὸς κ. Ἀντ. Δίδας θεραπεύει ἀλανθάστως τὸν Καρκῖνον, τὴν Κήλην καὶ τὰς Χοιράδας (χελώνια) διὰ φαρμάκου τοῦ ὁποίου ἐκτὸς εἶναι ὑπὸ πλήρους ἐπιτυχίας στεφθέντων.: [315, 2446, 517, 2531]
- article-paragraph: Τὴν παρελθοῦσαν Κυριακὴν ἐτελέσθησαν οἱ γάμοι τοῦ κ. Ἰωάννου Ἀμολοχίτου μετὰ τῆς χαριέσσης καὶ ἐναρέτου δεσποινίδος Ἀναστασίας Βουτσερᾶ.: [529, 656, 770, 727]
- article-paragraph: Κατόπιν προτείνει, ἵνα, ἐν ᾗ περιπτώσει τὰ ὕδατα τοῦ Συμβουλίου δὲν εἰσακουσθῶσιν, κηρυχθῇ ἡ σύμβασις ἄκυρος καὶ νὰ παραιτηθῇ. Τὴν πρότασιν ταύτην ἀντέκρουσαν ἄλλοι.: [36, 1877, 301, 1948]
- article-paragraph: Ἡ Κυβέρνησις εἰς τὴν ὁποίαν ἀνεκοινώθη ἡ σύλληψις αὐτὴ διέταξε τὴν ἐν Κωνσταντινουπόλει πρεσβείαν ἵνα κάμῃ τὰς δεούσας παραστάσεις εἰς τὴν Πύλην ζητοῦσα τὴν ἀπόλυσιν τῶν συλληφθέντων.: [782, 1173, 1023, 1258]
- article-paragraph: 6) Ὅτι διὰ τῶν τροποποιηθέντων ὅρων παρεχώρησαν ὠφελήματα εἰς τὸν Δῆμον Πειραιῶς, ἐνῷ εἰς τὸν Δῆμον Ἀθηναίων ἐπιβλήθησαν βάρη.: [315, 661, 517, 731]
- article-paragraph: ΑΘΗΝΑΙΟΝ. Σήμερον Παρασκευὴν ἡ γνῶσις ἀκαλλιέργητα παράστασις τῆς «Ἑρμέλη».: [315, 1561, 517, 1617]
- exchange-cell: » Πελοπον. 81 25: [36, 332, 166, 347]
- article-paragraph: Νέαι ἐκδόσεις κ. Ἀναστασίου Φέξη:: [529, 957, 770, 971]
- divider: [782, 472, 1023, 473]
- cancer-heading: ΝΕΑ ΘΕΡΑΠΕΙΑ: [315, 2375, 517, 2397]
- column-4: [782, 138, 1023, 1984]
- iatros-address: Ὁδὸς Βαλαωρίτου ἀρ. 13: [1035, 2105, 1250, 2120]
- divider: [529, 2065, 770, 2067]
- column-divider: [309, 138, 310, 1975]
- sultan-subheading: Αἱ σκέψεις τῶν Νεοτούρκων: [1035, 332, 1250, 347]
- article-paragraph: Κατὰ τὰς ληφθείσας δὲ τὴν ἑσπέραν τηλεγραφικὰς πληροφορίας ἐκ τῆς Πελοποννήσου ἔβρεξε καὶ εἰς ὅλην σχεδὸν τὴν Θεσσαλίαν. Ἡ βροχὴ αὕτη θεωρεῖται διὰ τὰ καλαμπόκια εὐεργετική.: [36, 1047, 301, 1118]
- article-paragraph: λουθοῦσιν. Ἀνὰ πᾶσαν στιγμὴν φθάνουσιν ἐκ τῶν ἐπαρχιῶν σιδηροδέσμιοι οἱ συλληφθέντες ὑπὸ ἰσχυρὰν συνοδίαν. Πολυάριθμοι ῥιζοσπάσται κατέφυγον εἰς τὴν Ρωσίαν. Αἱ δίκαι θὰ διαρκέσωσι πέραν τῶν 2 μηνῶν. Ἡ κατάστασις εἶνε κρίσιμος. Ὁ Βασιλεὺς ἐξέρχεται περιστοιχιζόμενος ὑπὸ χωροφυλάκων.: [1035, 138, 1250, 279]
- article-paragraph: Χθὲς τὴν πρωΐαν συνῆλθον ἐν τῇ αἰθούσῃ τῆς Βουλῆς οἱ βουλευταὶ Κορινθίας καὶ διεσκέφθησαν ἐπὶ τῆς ἀρδεύσεως τῆς πεδιάδος διὰ τῶν ὑδάτων τῆς Στυμφαλίας, ὅσον ἀφορᾷ τοὺς ὅρους ταύτης περὶ ἀρδεύσεως τῶν κτημάτων τοῦ λεκανοπεδίου τῆς Ἀττικῆς.: [36, 1217, 301, 1316]
- article-paragraph: Τοιαῦτα ἀποτελέσματα, ἀνασκαφῶν δὲν δύνανται παρὰ νὰ πείσωσι τὸ Ὑπουργεῖον νὰ ἐπεκτείνῃ τὰς ἀνασκαφὰς πανταχοῦ τῆς Ἑλλάδος ὡς ἀπαραιτήτους καί, μάλιστα, προτοῦ λησθῇ ἡ πρόνοια αὐτῆ, καλαὶ θὰ ἦσαν οἱ κατ' ἐπαρχίας ἐπιθεωρήσεις ὑπὸ τῶν Ἐφόρων τῶν Ἀρχαιοτήτων. Τοιουτοτρόπως ἐλπίζομεν, ὅτι δὲν θὰ ἀπολέσωμεν τοὺς χρυσοὺς καταθησαυρίζοντας διὰ τῆς σφύρας ἢ τῆς σκαπάνης εὑρήματα ἀρχαιολογικά, πολλάκις ἄξια πολλοῦ λόγου.: [36, 681, 301, 836]
- article-paragraph: Ὁδηγίαι: Φαρμακεῖον Π. Σαμπούρου, ἀπέναντι ἀγγλικῆς ἐκκλησίας.: [315, 2534, 517, 2576]
- article-paragraph: 4) Ὅτι δύναται νὰ ἐκτελεσθῇ τὸ ἔργον ὑπὸ τοῦ δήμου Ἀθηνῶν—Πειραιῶς τῇ ἀρωγῇ τῆς Κυβερνήσεως, διὰ διαγωνισμοῦ, ἀφοῦ προηγουμένως μελετηθῇ τὸ ἔργον ὑπὸ εἰδικοῦ ξένου μετακληθησομένου δαπάναις τοῦ Δήμου Ἀθηναίων.: [315, 470, 517, 583]
- article-paragraph: — Ὁ Βασιλεὺς κατὰ τὴν ἐνταῦθα διαμονήν του συνειργάσθη τὴν μὲν πρωΐαν μετὰ τοῦ Πρωθυπουργοῦ κ. Θεοτόκη, μετὰ μεσημβρίαν δὲ μετὰ τῶν ὑπουργῶν τῶν Στρατιωτικῶν, τῆς Δικαιοσύνης καὶ τῶν Ναυτικῶν.: [529, 235, 770, 320]
- exchange-cell: Πυριτιδοπ. 28.—: [166, 262, 301, 276]
- article-paragraph: Ἐν Θήρᾳ ἀνευρέθησαν πλουσιώτατοι τάφοι ρωμαϊκῶν χρόνων καὶ ἄλλα προμυκηναϊκὰ μνημεῖα. Καὶ ἐνταῦθα κρίνεται ἀναγκαία ἡ ἵδρυσις καταλλήλου μουσείου.: [36, 472, 301, 529]
- dreyfus-subheading: Ἐπιστολὴ τοῦ Ἐστερχάζυ: [1035, 864, 1250, 879]
- article-paragraph: — Λαμπρὰς φιλοξενίας τοῦ μεγάλου ἐμπόρου κ. Δημ. Σαγγρίου κατεσκεύασεν ὁ κ. Περικλῆς Φιλίππου μετὰ κορνιζῶν τοῦ Μαρκιδῶν. Πλῆθος θεατῶν, φοιτηταὶ καὶ σπουδασταὶ καὶ ἀλλαχοῦ ἐπισκέπτονται ἐκ τῆς πόλεως ἐξ ὧν ὅλα τὰ γενόμενα ἀντικείμενα ἦσαν ἔργα τέχνης καὶ πολλῆς καλαισθησίας.: [529, 730, 770, 844]
- article-paragraph: ΤΕΡΓΕΣΤΗ (διὰ Κερκύρας), 8 Ἰουλίου.— Εἰς τὸν ἀναμενόμενον ναύαρχον Δεβὲϋ ἡ ἀμερικανικὴ παροικία προετοιμάζει μεγαλοπρεπεστάτην ὑποδοχήν.: [1035, 740, 1250, 811]
- article-paragraph: 2) Ὅτι ἀπαιτεῖται ἡ περίληψις τοῦ ἄρθρου κατὰ παράβασιν τοῦ ἄρθρου 17 τοῦ συντάγματος ἔστω ἀντεπαλλάγματος μάλιστα.: [315, 364, 517, 420]
- table-row: [36, 248, 301, 262]
- article-paragraph: Ὁ Γραμματεὺς τῆς Διευθύνσεως: [1035, 1864, 1250, 1878]
- calendar-heading: ΗΜΕΡΟΛΟΓΙΟΝ: [36, 142, 301, 168]
- divider: [315, 1152, 517, 1153]
- exchange-cell: Ἐργολήπτων 140.—: [166, 290, 301, 304]
- exchange-cell: » Προσκτάτ. 99.—: [36, 346, 166, 360]
- sultan-heading: Η ΑΣΘΕΝΕΙΑ ΤΟΥ ΣΟΥΛΤΑΝΟΥ: [1035, 289, 1250, 329]
- exchange-cell: Διεχ. Ἀτμ. Πρ. 492.—: [166, 318, 301, 332]
- article-paragraph: ΘΕΑΤΡΟΝ «Ο Μπαρμπαγιάννης», πλατεία Σταδίου, διευθύνσει τῶν κ.κ. Ἰω. Ροῦλιας. «Ἀπόψε τὸ «Δίγ' ἄν» ἔλλα».: [315, 1770, 517, 1841]
- exchange-heading: ΧΡΗΜΑΤΙΣΤΗΡΙΟΝ: [36, 219, 301, 245]
- article-paragraph: Αἱ φυλακαὶ γέμουσιν ἐκ συλληφθέντων ἰατρῶν, δικηγόρων, πολιτικῶν, ἐμπόρων, ὑπαλλήλων, πρώην διπλωματῶν. Αἱ συλλήψεις ἐξακολουθοῦσιν.: [782, 1657, 1023, 1713]
- gifts-heading: ΔΩΡΑ ΤΟΥ ΣΟΥΛΤΑΝΟΥ: [1035, 1103, 1250, 1144]
- article-paragraph: Ἐν Ἀθήναις τῇ 28 Ἰουνίου 1899.: [1035, 1798, 1250, 1812]
- rent-heading: ΕΝΟΙΚΙΑΖΕΤΑΙ: [315, 2181, 517, 2199]
- article-paragraph: Ἔφθασαν εἰς τὸ κατάστημα ἐπίπλων Νικολάου Ἀπέργη, ὁδὸς Ἑρμοῦ, πλατεῖα Καπνικαρέας.: [315, 2126, 517, 2169]
- table-row: [36, 304, 301, 319]
- divider: [36, 1122, 301, 1123]
- divider: [529, 2159, 770, 2161]
- divider: [782, 1517, 1023, 1518]
- calendar-line: Σελήνη 9 ήμερῶν: [36, 171, 301, 186]
- arms-subheading: Ἐξαναγκασμὸς τοῦ Μενελὶκ: [1035, 1345, 1250, 1360]
- divider: [1035, 1466, 1250, 1469]
- corinth-subheading: Σύσκεψις τῶν βουλευτῶν.— Παραστάσεις πρὸς τὸν κ. Πρωθυπουργόν: [36, 1171, 301, 1215]
- article-paragraph: 8) Ὅτι ἐὰν δὲν εἰσακουσθῶσιν αἱ εὐχαὶ καὶ αἱ αἰτήσεις αἱ ἐν τῷ ὑπομνήματι διατυπούμεναι ἡ δημοτικὴ ἀρχὴ θέλει παραιτηθῇ.»: [315, 837, 517, 893]
- exchange-cell: Δημ. Ἔργων 89.—: [166, 248, 301, 262]
- exchange-table: [36, 248, 301, 375]
- article-paragraph: Καὶ ἀλλαχοῦ δὲ κατὰ τόπους μουσεῖα περιλαμβάνοντα ὁλοκλήρους σειρὰς ἐγχωρίων ἀρχαιολογικῶν ἀντικειμένων, ὁ κ. Καββαδίας ἀπεδείχθη ὅτι ἡ ἀπόφασις αὕτη ἐφαρμόζεται καὶ ἐν τῇ πράξει εἰς διάφορα μέρη τῆς Ἑλλάδος.: [36, 532, 301, 617]
- divider: [529, 548, 770, 549]
- gifts-subheading: Πρὸς τὸν διάδοχον τοῦ Μαυροβουνίου: [1035, 1147, 1250, 1176]
- article-paragraph: — Ὑπὸ τοῦ ὑπουργείου τῶν Στρατιωτικῶν ἀπεστάλησαν εἰς τὴν Λευκώθεια τριάκοντα διάφορα ἐπὶ τοῦ νοσοκομείου καὶ ἐπίκειται ἡ ἀποστολὴ καὶ ἄλλων ἐκτελούντων τῆς πόλεως.: [529, 472, 770, 543]
- clinic-treats-heading: ΘΕΡΑΠΕΥΕΙ: [529, 1766, 770, 1784]
- water-heading: ΥΔΩΡ ΛΟΥΤΡΑΚΙΟΥ: [529, 2073, 770, 2091]
